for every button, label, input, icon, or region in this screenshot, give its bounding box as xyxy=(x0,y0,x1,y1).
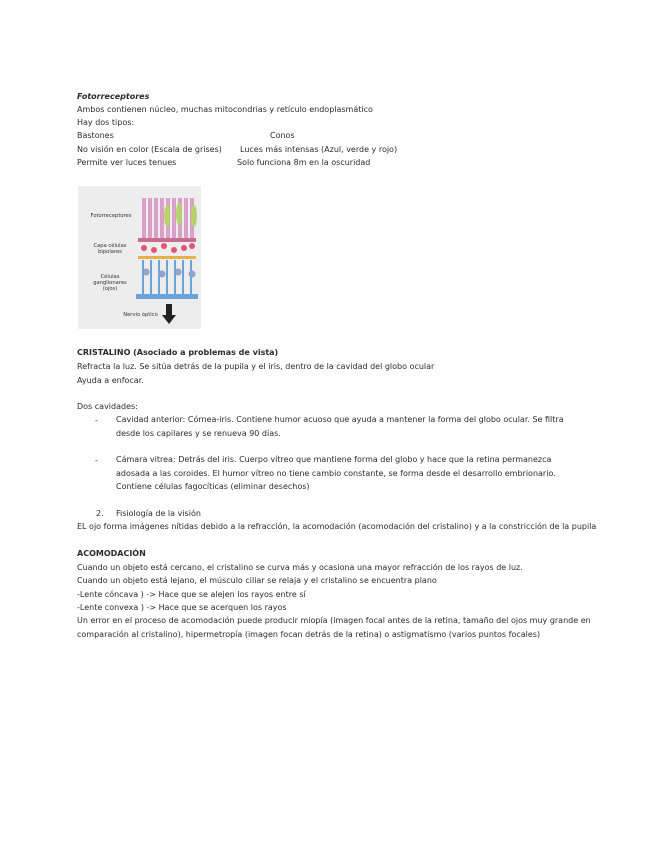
list-item: Cavidad anterior: Córnea-iris. Contiene humor acuoso que ayuda a mantener la forma del globo ocular. Se filtra desde los capilares y se renueva 90 días. xyxy=(116,415,564,438)
arrow-down-icon xyxy=(162,304,176,324)
section-title-acomodacion: ACOMODACIÓN xyxy=(77,549,146,558)
text-line: Cuando un objeto está cercano, el cristalino se curva más y ocasiona una mayor refracción de los rayos de luz. xyxy=(77,563,523,572)
section-title-fotorreceptores: Fotorreceptores xyxy=(77,92,150,101)
text-line: Un error en el proceso de acomodación puede producir miopía (imagen focal antes de la retina, tamaño del ojos muy grande en xyxy=(77,616,591,625)
list-number: 2. xyxy=(96,509,104,518)
text-line: Cuando un objeto está lejano, el músculo ciliar se relaja y el cristalino se encuentra plano xyxy=(77,576,437,585)
figure-label-nervio: Nervio óptico xyxy=(123,312,158,318)
conos-header: Conos xyxy=(270,131,295,140)
text-line: comparación al cristalino), hipermetropía (imagen focan detrás de la retina) o astigmatismo (varios puntos focales) xyxy=(77,630,541,639)
list-item: Cámara vitrea: Detrás del iris. Cuerpo vítreo que mantiene forma del globo y hace que la retina permanezca adosada a las coroides. El humor vítreo no tiene cambio constante, se forma desde el desarrollo embrionario. Contiene células fagocíticas (eliminar desechos) xyxy=(116,455,556,491)
list-bullet: - xyxy=(95,416,98,425)
retina-figure xyxy=(78,186,201,329)
text-line: -Lente convexa ) -> Hace que se acerquen los rayos xyxy=(77,603,287,612)
bastones-item: No visión en color (Escala de grises) xyxy=(77,145,222,154)
bastones-header: Bastones xyxy=(77,131,114,140)
bipolar-cells xyxy=(138,238,196,259)
text-line: Hay dos tipos: xyxy=(77,118,135,127)
section-title-cristalino: CRISTALINO (Asociado a problemas de vista) xyxy=(77,348,279,357)
text-line: Dos cavidades: xyxy=(77,402,138,411)
conos-item: Luces más intensas (Azul, verde y rojo) xyxy=(240,145,398,154)
text-line: -Lente cóncava ) -> Hace que se alejen los rayos entre sí xyxy=(77,590,306,599)
ganglion-cells xyxy=(136,260,198,299)
text-line: Refracta la luz. Se sitúa detrás de la pupila y el iris, dentro de la cavidad del globo ocular xyxy=(77,362,435,371)
text-line: Ambos contienen núcleo, muchas mitocondrias y retículo endoplasmático xyxy=(77,105,373,114)
conos-item: Solo funciona 8m en la oscuridad xyxy=(237,158,371,167)
subsection-title-fisiologia: Fisiología de la visión xyxy=(116,509,201,518)
text-line: Ayuda a enfocar. xyxy=(77,376,144,385)
text-line: EL ojo forma imágenes nítidas debido a la refracción, la acomodación (acomodación del cristalino) y a la constricción de la pupila xyxy=(77,522,597,531)
bastones-item: Permite ver luces tenues xyxy=(77,158,177,167)
retina-illustration xyxy=(78,186,201,329)
figure-label-fotorreceptores: Fotorreceptores xyxy=(90,213,132,219)
list-bullet: - xyxy=(95,456,98,465)
figure-label-bipolares: Capa células bipolares xyxy=(93,243,127,255)
photoreceptor-cells xyxy=(142,198,197,238)
figure-label-ganglionares: Células ganglionares (ojos) xyxy=(93,274,127,292)
